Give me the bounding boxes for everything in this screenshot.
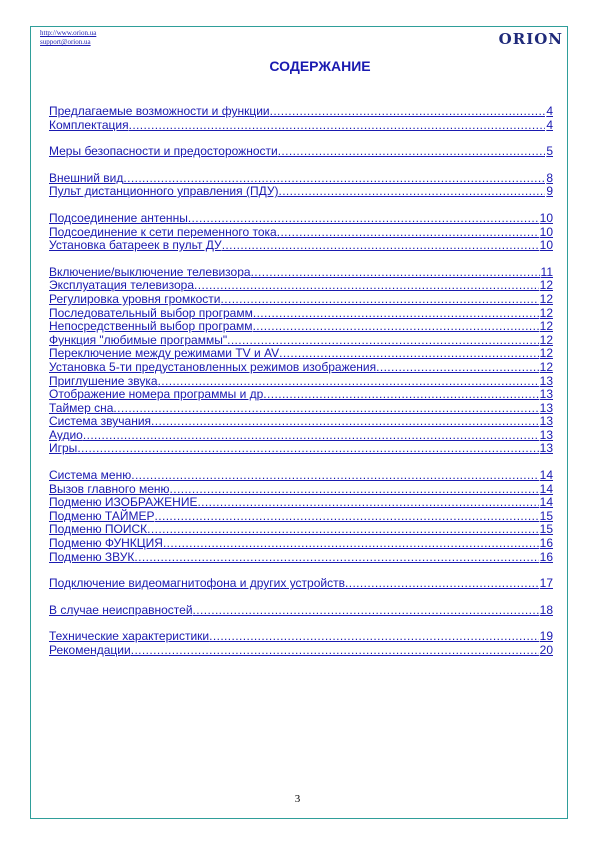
toc-entry[interactable] — [49, 550, 553, 564]
toc-entry-page: 12 — [539, 359, 553, 374]
email-link[interactable]: support@orion.ua — [40, 38, 91, 46]
toc-entry-page: 10 — [539, 224, 553, 239]
toc-entry-page: 18 — [539, 602, 553, 617]
toc-leader-dots — [194, 278, 539, 292]
toc-leader-dots — [77, 441, 538, 455]
toc-entry-title: Рекомендации — [49, 643, 131, 657]
toc-entry[interactable] — [49, 238, 553, 252]
toc-leader-dots — [163, 536, 539, 550]
toc-entry-title: Установка батареек в пульт ДУ — [49, 238, 222, 252]
toc-entry-page: 16 — [539, 536, 553, 550]
toc-entry[interactable] — [49, 346, 553, 360]
toc-entry-page: 13 — [539, 387, 553, 401]
toc-entry-page: 12 — [539, 305, 553, 320]
toc-leader-dots — [158, 374, 539, 388]
toc-leader-dots — [151, 414, 539, 428]
toc-entry-title: Подменю ТАЙМЕР — [49, 508, 155, 523]
toc-entry-title: Подменю ИЗОБРАЖЕНИЕ — [49, 495, 198, 509]
toc-entry-title: Приглушение звука — [49, 373, 158, 388]
toc-entry-page: 14 — [539, 468, 553, 482]
toc-leader-dots — [131, 468, 538, 482]
toc-entry-page: 15 — [539, 522, 553, 537]
toc-entry-title: Подключение видеомагнитофона и других устройств — [49, 576, 345, 590]
toc-entry-title: Таймер сна — [49, 400, 114, 415]
toc-leader-dots — [376, 360, 539, 374]
toc-leader-dots — [83, 428, 539, 442]
toc-entry-title: Последовательный выбор программ — [49, 305, 253, 320]
toc-entry-title: Аудио — [49, 427, 83, 442]
toc-leader-dots — [197, 495, 538, 509]
toc-leader-dots — [123, 171, 545, 185]
toc-entry[interactable] — [49, 118, 553, 132]
toc-entry-title: Подменю ПОИСК — [49, 522, 148, 537]
toc-leader-dots — [253, 319, 539, 333]
toc-entry[interactable] — [49, 576, 553, 590]
toc-entry-title: Подсоединение антенны — [49, 210, 188, 225]
toc-entry-page: 20 — [539, 643, 553, 657]
toc-group — [49, 468, 553, 563]
toc-leader-dots — [345, 576, 539, 590]
toc-entry-page: 15 — [539, 508, 553, 523]
header-links — [40, 29, 96, 47]
toc-entry-page: 13 — [539, 400, 553, 415]
toc-leader-dots — [113, 401, 538, 415]
toc-leader-dots — [155, 509, 539, 523]
toc-entry[interactable] — [49, 292, 553, 306]
toc-entry[interactable] — [49, 374, 553, 388]
toc-entry[interactable] — [49, 441, 553, 455]
toc-entry-title: Подменю ФУНКЦИЯ — [49, 536, 163, 550]
toc-entry-page: 12 — [539, 291, 553, 306]
toc-entry-title: Пульт дистанционного управления (ПДУ) — [49, 184, 279, 198]
toc-group — [49, 211, 553, 252]
toc-group — [49, 171, 553, 198]
table-of-contents — [49, 104, 553, 670]
toc-entry-title: Переключение между режимами TV и AV — [49, 346, 280, 360]
toc-entry-page: 16 — [539, 549, 553, 564]
toc-entry-title: Система звучания — [49, 414, 152, 428]
toc-entry-page: 12 — [539, 319, 553, 333]
toc-entry-page: 12 — [539, 278, 553, 292]
toc-group — [49, 104, 553, 131]
toc-entry[interactable] — [49, 495, 553, 509]
toc-entry-page: 8 — [546, 170, 553, 185]
toc-entry-page: 13 — [539, 427, 553, 442]
toc-leader-dots — [270, 104, 546, 118]
toc-group — [49, 603, 553, 617]
toc-entry-title: Отображение номера программы и др — [49, 387, 264, 401]
toc-leader-dots — [193, 603, 539, 617]
toc-entry[interactable] — [49, 184, 553, 198]
toc-entry-title: Регулировка уровня громкости — [49, 291, 221, 306]
toc-group — [49, 144, 553, 158]
toc-entry[interactable] — [49, 144, 553, 158]
toc-leader-dots — [279, 346, 538, 360]
page-number: 3 — [294, 793, 301, 805]
toc-entry-page: 11 — [540, 264, 553, 279]
toc-entry-title: Эксплуатация телевизора — [49, 278, 195, 292]
toc-entry-title: Непосредственный выбор программ — [49, 319, 253, 333]
toc-entry[interactable] — [49, 265, 553, 279]
toc-entry[interactable] — [49, 643, 553, 657]
toc-leader-dots — [278, 184, 545, 198]
toc-leader-dots — [277, 225, 539, 239]
toc-entry-page: 9 — [546, 184, 553, 198]
toc-entry-page: 4 — [546, 117, 553, 132]
toc-entry-page: 13 — [539, 441, 553, 456]
toc-entry-page: 14 — [539, 481, 553, 496]
toc-entry[interactable] — [49, 306, 553, 320]
toc-entry-title: Меры безопасности и предосторожности — [49, 144, 278, 158]
brand-logo: ORION — [498, 30, 563, 48]
toc-entry[interactable] — [49, 522, 553, 536]
toc-entry[interactable] — [49, 387, 553, 401]
toc-entry-title: Вызов главного меню — [49, 481, 170, 496]
toc-entry-title: Внешний вид — [49, 170, 124, 185]
toc-entry-title: Функция "любимые программы" — [49, 332, 228, 347]
toc-entry-page: 5 — [546, 144, 553, 158]
toc-entry-page: 13 — [539, 373, 553, 388]
toc-leader-dots — [222, 238, 539, 252]
toc-entry-title: Система меню — [49, 468, 132, 482]
toc-leader-dots — [134, 550, 538, 564]
toc-entry-page: 19 — [539, 629, 553, 643]
toc-leader-dots — [147, 522, 538, 536]
toc-entry-title: Включение/выключение телевизора — [49, 264, 251, 279]
toc-entry[interactable] — [49, 333, 553, 347]
toc-entry[interactable] — [49, 211, 553, 225]
toc-leader-dots — [251, 265, 540, 279]
toc-group — [49, 265, 553, 455]
toc-entry-title: Предлагаемые возможности и функции — [49, 104, 270, 118]
toc-entry[interactable] — [49, 171, 553, 185]
toc-entry[interactable] — [49, 603, 553, 617]
toc-leader-dots — [170, 482, 539, 496]
toc-leader-dots — [278, 144, 546, 158]
toc-entry[interactable] — [49, 104, 553, 118]
toc-entry[interactable] — [49, 319, 553, 333]
toc-entry[interactable] — [49, 482, 553, 496]
page-title: СОДЕРЖАНИЕ — [269, 58, 371, 74]
toc-entry[interactable] — [49, 536, 553, 550]
toc-leader-dots — [129, 118, 546, 132]
toc-group — [49, 576, 553, 590]
toc-leader-dots — [263, 387, 538, 401]
toc-leader-dots — [221, 292, 539, 306]
toc-entry-title: Подменю ЗВУК — [49, 549, 135, 564]
toc-entry[interactable] — [49, 509, 553, 523]
toc-entry-title: Игры — [49, 441, 78, 456]
toc-entry[interactable] — [49, 360, 553, 374]
toc-entry-title: Установка 5-ти предустановленных режимов изображения — [49, 359, 377, 374]
toc-entry[interactable] — [49, 225, 553, 239]
toc-entry[interactable] — [49, 468, 553, 482]
toc-entry[interactable] — [49, 428, 553, 442]
toc-entry-page: 12 — [539, 346, 553, 360]
toc-entry-page: 17 — [539, 576, 553, 590]
toc-entry-page: 10 — [539, 210, 553, 225]
toc-entry-title: Подсоединение к сети переменного тока — [49, 224, 277, 239]
toc-leader-dots — [227, 333, 539, 347]
toc-entry-title: Комплектация — [49, 117, 129, 132]
toc-entry-page: 4 — [546, 104, 553, 118]
toc-leader-dots — [209, 629, 539, 643]
toc-entry-page: 12 — [539, 332, 553, 347]
toc-entry-page: 14 — [539, 495, 553, 509]
toc-entry[interactable] — [49, 629, 553, 643]
website-link[interactable]: http://www.orion.ua — [40, 29, 97, 37]
toc-entry-page: 13 — [539, 414, 553, 428]
toc-entry-title: Технические характеристики — [49, 629, 210, 643]
toc-entry[interactable] — [49, 401, 553, 415]
toc-leader-dots — [253, 306, 539, 320]
toc-entry-page: 10 — [539, 238, 553, 252]
toc-leader-dots — [131, 643, 539, 657]
toc-entry[interactable] — [49, 278, 553, 292]
toc-entry[interactable] — [49, 414, 553, 428]
toc-entry-title: В случае неисправностей — [49, 602, 193, 617]
toc-group — [49, 629, 553, 656]
toc-leader-dots — [188, 211, 539, 225]
